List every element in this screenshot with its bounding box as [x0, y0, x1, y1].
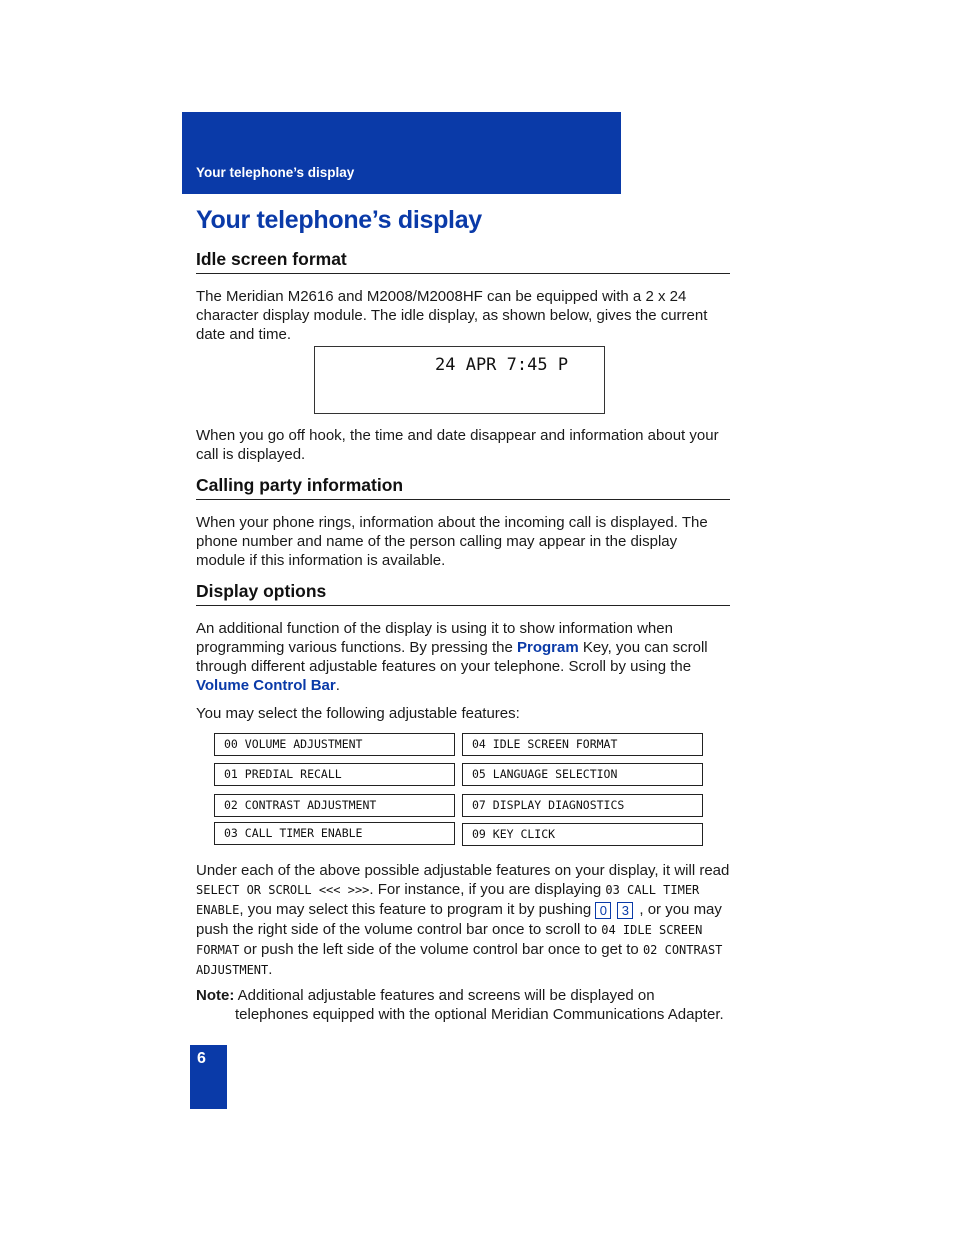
note [196, 986, 730, 1024]
idle-display-module [314, 346, 605, 414]
note-label: Note: [196, 987, 235, 1004]
feature-usage-paragraph: Under each of the above possible adjustable features on your display, it will read SELECT OR SCROLL <<< >>>. For instance, if you are displaying 03 CALL TIMER ENABLE, you may select this feature to program it by pushing 0 3 , or you may push the right side of the volume control bar once to scroll to 04 IDLE SCREEN FORMAT or push the left side of the volume control bar once to get to 02 CONTRAST ADJUSTMENT. [196, 862, 730, 978]
feature-box: 01 PREDIAL RECALL [214, 763, 455, 786]
heading-calling-party: Calling party information [196, 475, 730, 500]
header-band [182, 112, 621, 194]
calling-paragraph: When your phone rings, information about the incoming call is displayed. The phone number and name of the person calling may appear in the display module if this information is available. [196, 514, 708, 569]
volume-control-bar-label: Volume Control Bar [196, 677, 336, 694]
page-title: Your telephone’s display [196, 206, 482, 234]
feature-example-04: 04 IDLE SCREEN FORMAT [196, 923, 703, 957]
options-paragraph: An additional function of the display is using it to show information when programming various functions. By pressing the Program Key, you can scroll through different adjustable features on your telephone. Scroll by using the Volume Control Bar. [196, 620, 708, 694]
note-text: Additional adjustable features and screens will be displayed on telephones equipped with the optional Meridian Communications Adapter. [234, 987, 724, 1023]
running-header: Your telephone’s display [196, 165, 355, 180]
feature-box: 04 IDLE SCREEN FORMAT [462, 733, 703, 756]
select-or-scroll-prompt: SELECT OR SCROLL <<< >>> [196, 883, 370, 897]
feature-box: 05 LANGUAGE SELECTION [462, 763, 703, 786]
feature-box: 07 DISPLAY DIAGNOSTICS [462, 794, 703, 817]
idle-paragraph: The Meridian M2616 and M2008/M2008HF can be equipped with a 2 x 24 character display module. The idle display, as shown below, gives the current date and time. [196, 288, 708, 343]
feature-example-03: 03 CALL TIMER ENABLE [196, 883, 700, 917]
dialpad-key-0-icon: 0 [595, 902, 611, 919]
page-number-tab [190, 1045, 227, 1109]
page-number: 6 [197, 1050, 206, 1067]
heading-display-options: Display options [196, 581, 730, 606]
dialpad-key-3-icon: 3 [617, 902, 633, 919]
off-hook-paragraph: When you go off hook, the time and date disappear and information about your call is displayed. [196, 427, 719, 463]
feature-example-02: 02 CONTRAST ADJUSTMENT [196, 943, 723, 977]
feature-box: 00 VOLUME ADJUSTMENT [214, 733, 455, 756]
feature-box: 03 CALL TIMER ENABLE [214, 822, 455, 845]
feature-box: 09 KEY CLICK [462, 823, 703, 846]
idle-display-text: 24 APR 7:45 P [435, 355, 569, 375]
heading-idle-screen-format: Idle screen format [196, 249, 730, 274]
select-intro: You may select the following adjustable features: [196, 705, 520, 722]
program-key-label: Program [516, 639, 579, 656]
feature-box: 02 CONTRAST ADJUSTMENT [214, 794, 455, 817]
